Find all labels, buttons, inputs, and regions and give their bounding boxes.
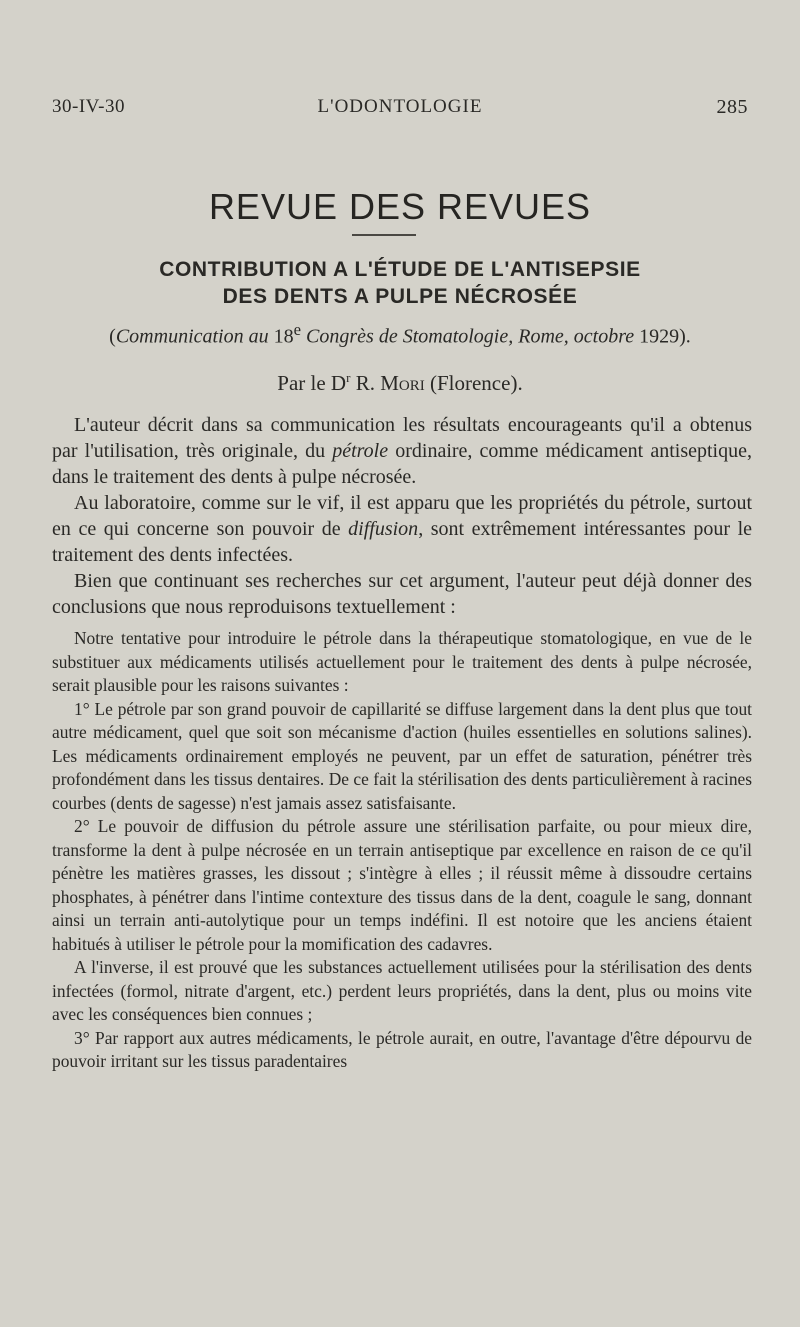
author-city: (Florence). — [429, 371, 523, 395]
paragraph-laboratory-emphasis: diffusion — [348, 518, 419, 540]
congress-number: 18 — [273, 325, 294, 348]
congress-number-suffix: e — [293, 320, 302, 339]
quote-paragraph-point-1: 1° Le pétrole par son grand pouvoir de capillarité se diffuse largement dans la dent plus que tout autre médicament, quel que soit son mécanisme d'action (huiles essentielles en solutions salines). Les médicaments ordinairement employés ne peuvent, par un effet de saturation, pénétrer très profondément dans les tissus dentaires. De ce fait la stérilisation des dents particulièrement à racines courbes (dents de sagesse) n'est jamais assez satisfaisante. — [52, 698, 752, 813]
section-title: REVUE DES REVUES — [208, 186, 592, 227]
quote-paragraph-point-3: 3° Par rapport aux autres médicaments, le pétrole aurait, en outre, l'avantage d'être dépourvu de pouvoir irritant sur les tissus paradentaires — [52, 1027, 752, 1071]
author-title-superscript: r — [346, 370, 351, 385]
author-prefix: Par le D — [277, 371, 347, 395]
quote-paragraph-inverse: A l'inverse, il est prouvé que les substances actuellement utilisées pour la stérilisation des dents infectées (formol, nitrate d'argent, etc.) perdent leurs propriétés, dans la dent, plus ou moins vite avec les conséquences bien connues ; — [52, 957, 752, 1024]
congress-year: 1929 — [639, 325, 680, 348]
paragraph-intro-text-end: ordinaire, comme médicament antiseptique, dans le traitement des dents à pulpe nécrosée. — [52, 440, 752, 488]
communication-label: Communication au — [115, 325, 269, 348]
quote-paragraph-attempt: Notre tentative pour introduire le pétrole dans la thérapeutique stomatologique, en vue de le substituer aux médicaments utilisés actuellement pour le traitement des dents à pulpe nécrosée, serait plausible pour les raisons suivantes : — [52, 628, 752, 695]
author-initial: R. — [355, 371, 375, 395]
article-body — [52, 412, 752, 1074]
paragraph-conclusions-intro: Bien que continuant ses recherches sur cet argument, l'auteur peut déjà donner des conclusions que nous reproduisons textuellement : — [52, 570, 752, 618]
article-title-line-1: CONTRIBUTION A L'ÉTUDE DE L'ANTISEPSIE — [159, 258, 641, 281]
paragraph-intro — [52, 412, 752, 490]
running-header — [52, 96, 748, 126]
paragraph-laboratory-text-end: , sont extrêmement intéressantes pour le traitement des dents infectées. — [52, 518, 753, 566]
paragraph-laboratory — [52, 490, 752, 568]
author-name: Mori — [380, 371, 425, 395]
article-title — [60, 256, 740, 310]
paragraph-intro-text: L'auteur décrit dans sa communication les résultats encourageants qu'il a obtenus par l'utilisation, très originale, du — [52, 414, 752, 462]
title-divider — [352, 234, 416, 236]
paragraph-laboratory-text: Au laboratoire, comme sur le vif, il est apparu que les propriétés du pétrole, surtout en ce qui concerne son pouvoir de — [52, 492, 752, 540]
article-title-line-2: DES DENTS A PULPE NÉCROSÉE — [222, 285, 578, 308]
quote-paragraph-point-2: 2° Le pouvoir de diffusion du pétrole assure une stérilisation parfaite, ou pour mieux dire, transforme la dent à pulpe nécrosée en un terrain antiseptique par excellence en raison de ce qu'il pénètre les matières grasses, les dissout ; s'intègre à elles ; il réussit même à dissoudre certains phosphates, à pénétrer dans l'intime contexture des tissus dans de la dent, coagule le sang, donnant ainsi un terrain anti-autolytique pour un temps indéfini. Il est notoire que les anciens étaient habitués à utiliser le pétrole pour la momification des cadavres. — [52, 816, 752, 954]
communication-open-paren: ( — [109, 325, 116, 348]
paragraph-intro-emphasis: pétrole — [332, 440, 389, 462]
author-line — [0, 370, 800, 396]
header-date: 30-IV-30 — [52, 96, 125, 117]
congress-name: Congrès de Stomatologie, Rome, octobre — [306, 325, 635, 348]
header-journal-name: L'ODONTOLOGIE — [317, 96, 483, 117]
communication-close-paren: ). — [679, 325, 691, 348]
header-page-number: 285 — [716, 96, 748, 118]
communication-note — [40, 320, 760, 349]
